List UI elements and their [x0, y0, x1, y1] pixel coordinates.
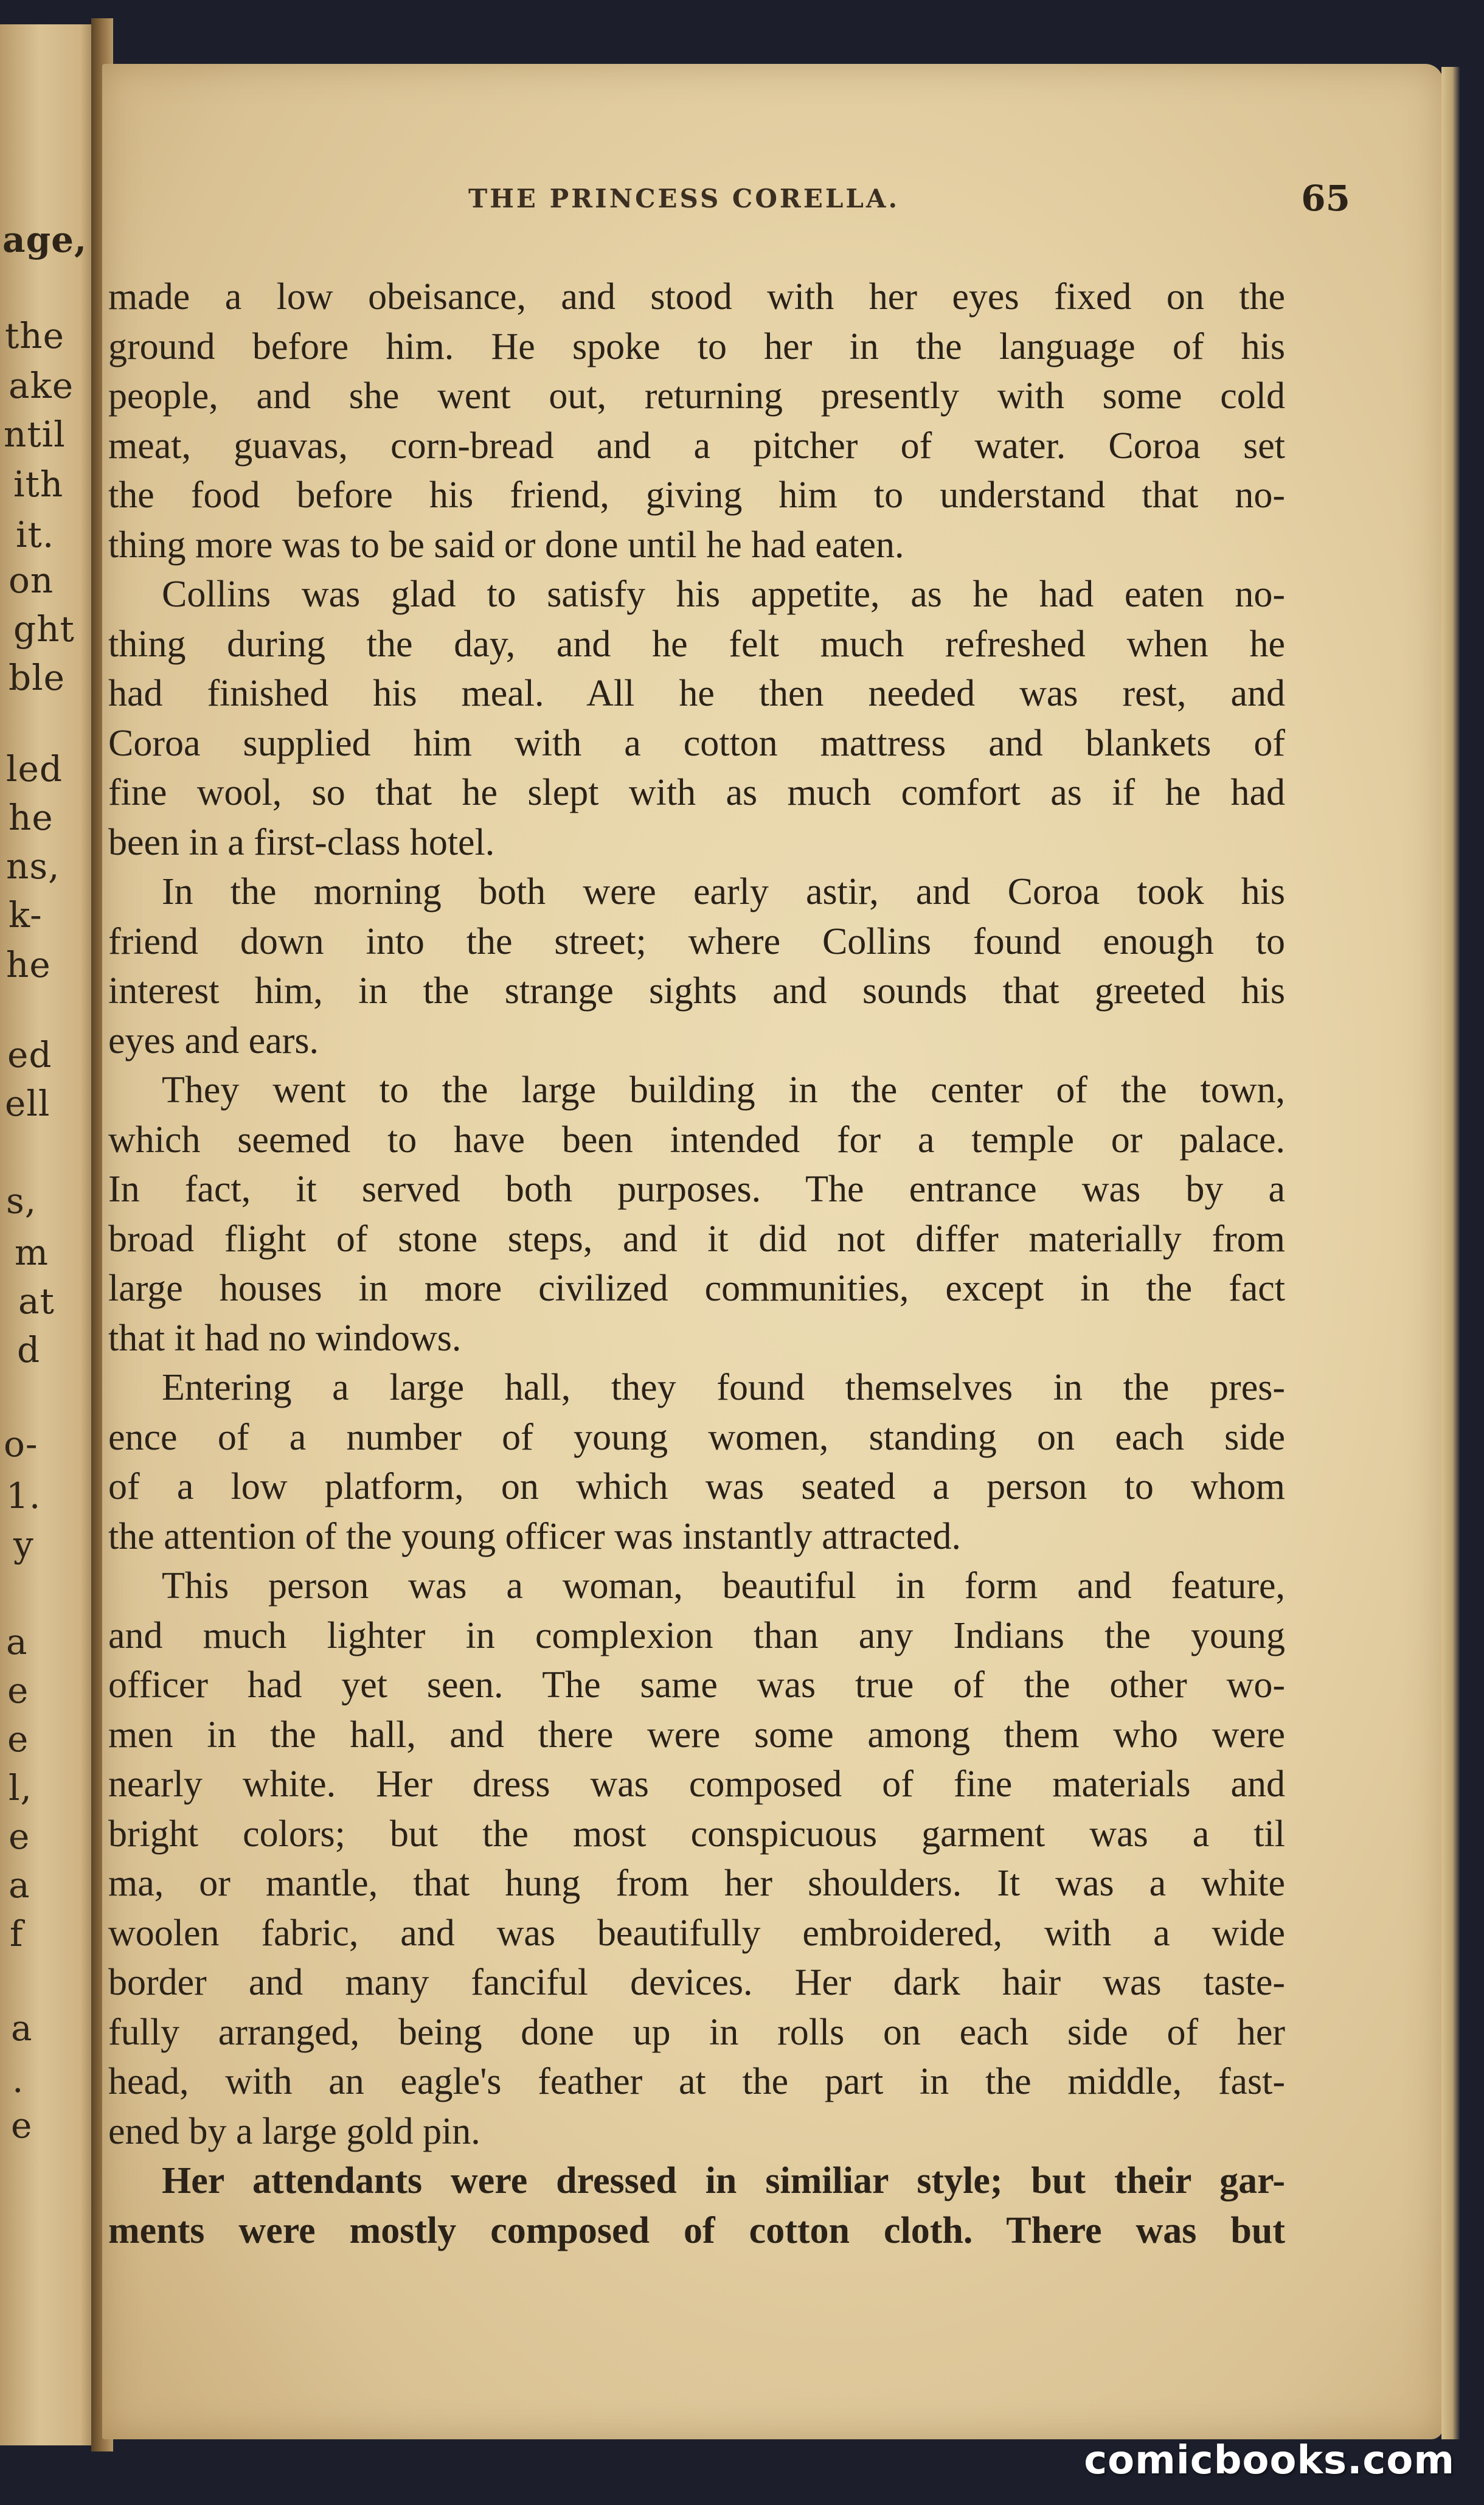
left-page-text-fragment: he — [9, 797, 54, 838]
left-page-text-fragment: a — [6, 1621, 28, 1662]
text-line: Collins was glad to satisfy his appetite, as he had eaten no- — [162, 574, 1285, 615]
left-page-text-fragment: l, — [9, 1767, 32, 1808]
text-line: woolen fabric, and was beautifully embroidered, with a wide — [108, 1912, 1285, 1954]
text-line: Entering a large hall, they found themselves in the pres- — [162, 1367, 1285, 1408]
text-line: head, with an eagle's feather at the part in the middle, fast- — [108, 2061, 1285, 2102]
text-line: This person was a woman, beautiful in form and feature, — [162, 1565, 1285, 1607]
left-page-text-fragment: e — [7, 1718, 29, 1760]
text-line: officer had yet seen. The same was true of the other wo- — [108, 1664, 1285, 1706]
body-text — [108, 273, 1285, 2256]
text-line: ence of a number of young women, standing on each side — [108, 1416, 1285, 1458]
left-page-text-fragment: e — [7, 1670, 29, 1711]
text-line: had finished his meal. All he then needed was rest, and — [108, 673, 1285, 714]
text-line: thing more was to be said or done until he had eaten. — [108, 524, 904, 566]
left-page-text-fragment: ake — [9, 365, 74, 406]
text-line: and much lighter in complexion than any Indians the young — [108, 1614, 1285, 1656]
text-line: bright colors; but the most conspicuous garment was a til — [108, 1813, 1285, 1855]
page-number: 65 — [1301, 178, 1350, 219]
text-line: Coroa supplied him with a cotton mattress and blankets of — [108, 722, 1285, 764]
running-head — [365, 178, 1350, 224]
text-line: fine wool, so that he slept with as much comfort as if he had — [108, 772, 1285, 813]
text-line: They went to the large building in the center of the town, — [162, 1069, 1285, 1111]
text-line: In the morning both were early astir, and Coroa took his — [162, 871, 1285, 912]
text-line: fully arranged, being done up in rolls on each side of her — [108, 2011, 1285, 2053]
text-line: that it had no windows. — [108, 1317, 462, 1359]
left-page-text-fragment: e — [11, 2105, 33, 2146]
text-line: In fact, it served both purposes. The entrance was by a — [108, 1169, 1285, 1210]
text-line: broad flight of stone steps, and it did not differ materially from — [108, 1218, 1285, 1260]
left-page-text-fragment: led — [6, 748, 63, 790]
text-line: eyes and ears. — [108, 1020, 319, 1061]
left-page-fragment — [0, 24, 100, 2445]
left-page-text-fragment: y — [13, 1524, 34, 1565]
left-page-text-fragment: o- — [4, 1423, 38, 1465]
left-page-text-fragment: ble — [9, 657, 66, 698]
left-page-text-fragment: a — [11, 2007, 33, 2049]
text-line: people, and she went out, returning presently with some cold — [108, 375, 1285, 417]
left-page-text-fragment: the — [5, 315, 64, 356]
text-line: interest him, in the strange sights and sounds that greeted his — [108, 970, 1285, 1012]
text-line: ments were mostly composed of cotton cloth. There was but — [108, 2209, 1285, 2251]
page-edge — [1441, 67, 1460, 2439]
left-page-text-fragment: ns, — [6, 846, 60, 887]
left-page-text-fragment: e — [9, 1816, 30, 1857]
left-page-text-fragment: s, — [6, 1180, 37, 1221]
left-page-text-fragment: ell — [5, 1083, 50, 1124]
left-page-text-fragment: ed — [7, 1034, 52, 1075]
text-line: the food before his friend, giving him to understand that no- — [108, 474, 1285, 516]
left-page-text-fragment: a — [9, 1864, 30, 1906]
text-line: nearly white. Her dress was composed of fine materials and — [108, 1763, 1285, 1805]
left-page-text-fragment: d — [17, 1329, 41, 1371]
left-page-text-fragment: ith — [13, 464, 64, 505]
text-line: friend down into the street; where Collins found enough to — [108, 920, 1285, 962]
text-line: thing during the day, and he felt much refreshed when he — [108, 623, 1285, 665]
left-page-text-fragment: 1. — [6, 1475, 41, 1517]
text-line: large houses in more civilized communities, except in the fact — [108, 1268, 1285, 1309]
text-line: been in a first-class hotel. — [108, 821, 495, 863]
text-line: ma, or mantle, that hung from her shoulders. It was a white — [108, 1863, 1285, 1904]
left-page-text-fragment: he — [6, 944, 51, 985]
left-page-text-fragment: it. — [16, 514, 55, 555]
left-page-text-fragment: age, — [2, 219, 88, 260]
left-page-text-fragment: ntil — [4, 414, 66, 455]
left-page-text-fragment: f — [10, 1913, 24, 1954]
text-line: men in the hall, and there were some among them who were — [108, 1714, 1285, 1756]
left-page-text-fragment: on — [9, 560, 54, 601]
left-page-text-fragment: k- — [9, 894, 43, 936]
text-line: Her attendants were dressed in similiar style; but their gar- — [162, 2160, 1285, 2201]
left-page-text-fragment: m — [15, 1232, 49, 1273]
site-watermark: comicbooks.com — [1084, 2438, 1455, 2483]
text-line: which seemed to have been intended for a temple or palace. — [108, 1119, 1285, 1161]
text-line: border and many fanciful devices. Her dark hair was taste- — [108, 1962, 1285, 2003]
text-line: meat, guavas, corn-bread and a pitcher of water. Coroa set — [108, 425, 1285, 467]
text-line: the attention of the young officer was instantly attracted. — [108, 1515, 962, 1557]
left-page-text-fragment: at — [18, 1280, 55, 1322]
text-line: of a low platform, on which was seated a person to whom — [108, 1466, 1285, 1507]
left-page-text-fragment: . — [12, 2059, 24, 2100]
text-line: made a low obeisance, and stood with her eyes fixed on the — [108, 276, 1285, 318]
left-page-text-fragment: ght — [13, 608, 75, 650]
text-line: ground before him. He spoke to her in the language of his — [108, 325, 1285, 367]
running-title: THE PRINCESS CORELLA. — [468, 184, 900, 214]
text-line: ened by a large gold pin. — [108, 2110, 480, 2152]
